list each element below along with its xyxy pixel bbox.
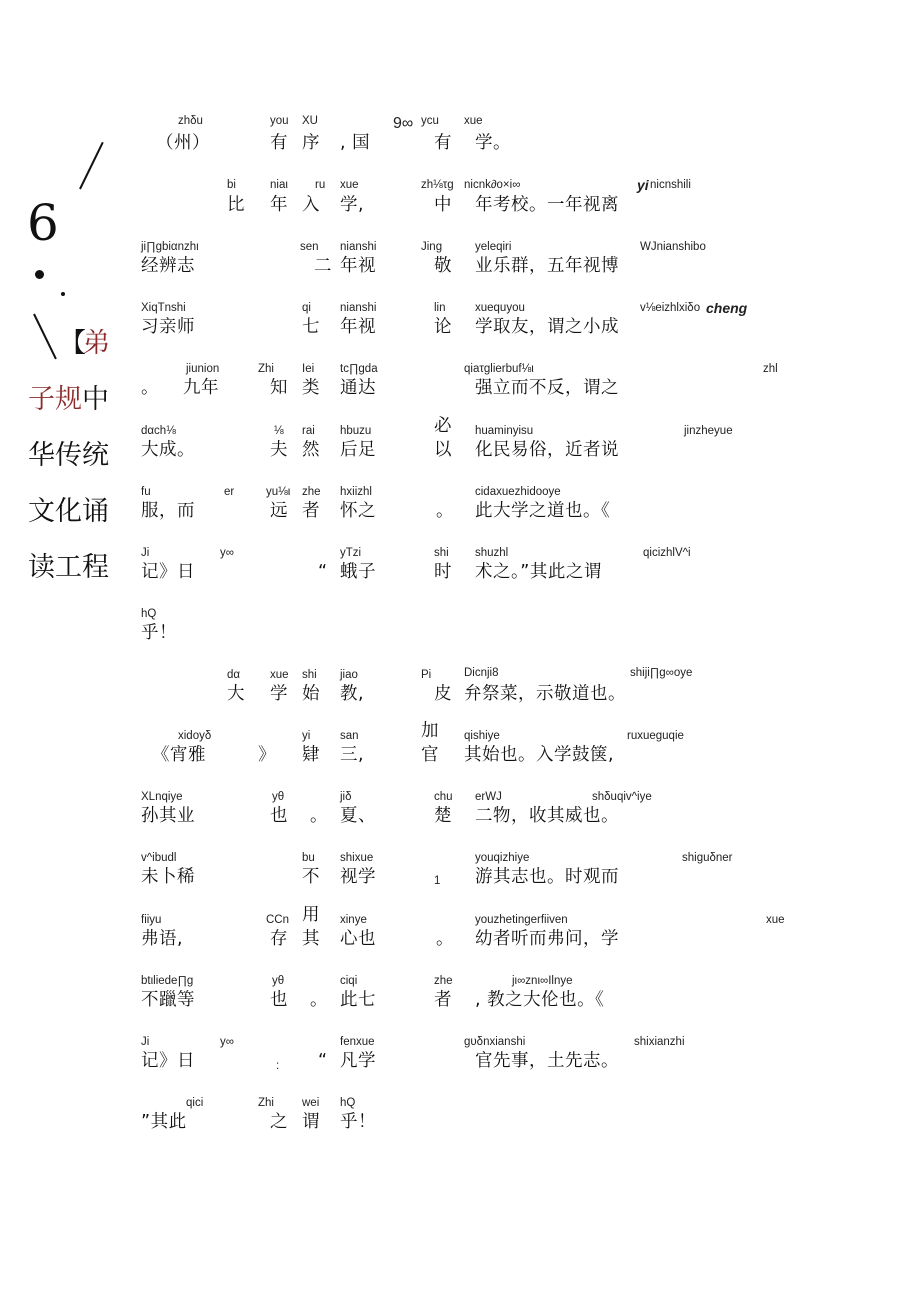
hanzi: 大成。 <box>141 440 195 460</box>
pinyin: youqizhiye <box>475 852 530 864</box>
hanzi: 学。 <box>475 133 511 153</box>
pinyin: yi <box>302 730 311 742</box>
hanzi: 不 <box>302 867 320 887</box>
hanzi: 楚 <box>434 806 452 826</box>
pinyin: qiaτglierbuf⅛ι <box>464 363 534 375</box>
hanzi: 其始也。入学鼓箧, <box>464 745 615 765</box>
hanzi: 年考校。一年视离 <box>475 195 619 215</box>
pinyin: hQ <box>141 608 157 620</box>
pinyin: shiji∏g∞oye <box>630 667 693 679</box>
pinyin: zhδu <box>178 115 203 127</box>
pinyin: fu <box>141 486 151 498</box>
pinyin: xidoyδ <box>178 730 212 742</box>
pinyin: dα <box>227 669 241 681</box>
hanzi: 者 <box>434 990 452 1010</box>
pinyin: y∞ <box>220 547 234 559</box>
pinyin: fiiyu <box>141 914 162 926</box>
pinyin: nianshi <box>340 241 377 253</box>
pinyin: shδuqiv^iye <box>592 791 652 803</box>
hanzi: 敬 <box>434 256 452 276</box>
sidebar-title-line-5: 读工程 <box>28 552 109 583</box>
hanzi: 不躐等 <box>141 990 195 1010</box>
hanzi: 。 <box>141 378 159 398</box>
hanzi: 年 <box>270 195 288 215</box>
pinyin: huaminyisu <box>475 425 534 437</box>
hanzi: 记》日 <box>141 562 195 582</box>
pinyin: btιliede∏g <box>141 975 194 987</box>
hanzi: 官先事，土先志。 <box>475 1051 619 1071</box>
pinyin: san <box>340 730 359 742</box>
hanzi: 教, <box>340 684 365 704</box>
decorative-backslash-stroke <box>33 314 57 360</box>
hanzi: “ <box>318 1051 328 1071</box>
pinyin: XiqTnshi <box>141 302 186 314</box>
hanzi: 用 <box>302 905 320 925</box>
hanzi: 后足 <box>340 440 376 460</box>
hanzi: 》 <box>258 745 276 765</box>
hanzi: 。 <box>436 929 454 949</box>
pinyin: gυδnxianshi <box>464 1036 526 1048</box>
hanzi: 此大学之道也。《 <box>475 501 611 521</box>
hanzi: 蛾子 <box>340 562 376 582</box>
pinyin: tc∏gda <box>340 363 378 375</box>
pinyin: ⅛ <box>274 425 284 437</box>
hanzi: 习亲师 <box>141 317 195 337</box>
pinyin: ciqi <box>340 975 358 987</box>
hanzi: 三, <box>340 745 365 765</box>
pinyin: wei <box>302 1097 320 1109</box>
pinyin: shuzhl <box>475 547 509 559</box>
hanzi: 未卜稀 <box>141 867 195 887</box>
pinyin: shiguδner <box>682 852 733 864</box>
pinyin: yi <box>637 177 649 193</box>
pinyin: youzhetingerfiiven <box>475 914 568 926</box>
pinyin: rai <box>302 425 315 437</box>
hanzi: 以 <box>434 440 452 460</box>
hanzi: “ <box>318 562 328 582</box>
hanzi: 弁祭菜，示敬道也。 <box>464 684 626 704</box>
pinyin: yu⅛ι <box>266 486 291 498</box>
hanzi: 大 <box>227 684 245 704</box>
sidebar-title-black-1: 中 <box>82 384 109 415</box>
hanzi: 夏、 <box>340 806 376 826</box>
hanzi: 官 <box>421 745 439 765</box>
hanzi: 此七 <box>340 990 376 1010</box>
hanzi: 学 <box>270 684 288 704</box>
hanzi: 加 <box>421 721 439 741</box>
sidebar-title-line-4: 文化诵 <box>28 496 109 527</box>
pinyin: Dicnji8 <box>464 667 499 679</box>
pinyin: zhl <box>763 363 778 375</box>
pinyin: zhe <box>302 486 321 498</box>
hanzi: 业乐群，五年视博 <box>475 256 619 276</box>
pinyin: jiunion <box>186 363 220 375</box>
pinyin: qishiye <box>464 730 500 742</box>
sidebar-bracket: 【 <box>59 328 86 359</box>
hanzi: 怀之 <box>340 501 376 521</box>
hanzi: 时 <box>434 562 452 582</box>
hanzi: 存 <box>270 929 288 949</box>
pinyin: xue <box>464 115 483 127</box>
pinyin: xinye <box>340 914 367 926</box>
hanzi: : <box>276 1060 280 1072</box>
pinyin: hxiizhl <box>340 486 372 498</box>
hanzi: 学取友，谓之小成 <box>475 317 619 337</box>
hanzi: 乎！ <box>340 1112 376 1132</box>
pinyin: qici <box>186 1097 204 1109</box>
pinyin: erWJ <box>475 791 502 803</box>
pinyin: 9∞ <box>393 115 414 132</box>
pinyin: jiao <box>340 669 358 681</box>
hanzi: 肄 <box>302 745 320 765</box>
sidebar-title-col <box>28 386 109 413</box>
hanzi: 论 <box>434 317 452 337</box>
pinyin: er <box>224 486 235 498</box>
pinyin: ruxueguqie <box>627 730 684 742</box>
pinyin: ru <box>315 179 326 191</box>
pinyin: ycu <box>421 115 439 127</box>
pinyin: fenxue <box>340 1036 375 1048</box>
pinyin: Ji <box>141 1036 150 1048</box>
pinyin: WJnianshibo <box>640 241 706 253</box>
pinyin: bi <box>227 179 236 191</box>
hanzi: 必 <box>434 416 452 436</box>
pinyin: jinzheyue <box>684 425 733 437</box>
hanzi: 也 <box>270 990 288 1010</box>
hanzi: 知 <box>270 378 288 398</box>
hanzi: ”其此 <box>141 1112 187 1132</box>
pinyin: y∞ <box>220 1036 234 1048</box>
hanzi: 然 <box>302 440 320 460</box>
hanzi: （州） <box>156 133 210 153</box>
hanzi: 夫 <box>270 440 288 460</box>
pinyin: xuequyou <box>475 302 525 314</box>
hanzi: 七 <box>302 317 320 337</box>
hanzi: 孙其业 <box>141 806 195 826</box>
hanzi: 中 <box>434 195 452 215</box>
pinyin: Zhi <box>258 1097 274 1109</box>
hanzi: 有 <box>434 133 452 153</box>
hanzi: 游其志也。时观而 <box>475 867 619 887</box>
hanzi: 年视 <box>340 256 376 276</box>
pinyin: yTzi <box>340 547 362 559</box>
pinyin: shixue <box>340 852 374 864</box>
hanzi: 乎！ <box>141 623 177 643</box>
hanzi: 服，而 <box>141 501 195 521</box>
pinyin: niaι <box>270 179 288 191</box>
pinyin: nicnshili <box>650 179 691 191</box>
pinyin: zhe <box>434 975 453 987</box>
pinyin: sen <box>300 241 319 253</box>
pinyin: qi <box>302 302 311 314</box>
hanzi: 有 <box>270 133 288 153</box>
pinyin: you <box>270 115 289 127</box>
pinyin: yeleqiri <box>475 241 512 253</box>
hanzi: 。 <box>310 806 328 826</box>
hanzi: 1 <box>434 875 441 887</box>
hanzi: 其 <box>302 929 320 949</box>
hanzi: 术之。”其此之谓 <box>475 562 602 582</box>
pinyin: yθ <box>272 791 285 803</box>
pinyin: Jing <box>421 241 443 253</box>
hanzi: 者 <box>302 501 320 521</box>
pinyin: shixianzhi <box>634 1036 685 1048</box>
pinyin: cidaxuezhidooye <box>475 486 561 498</box>
pinyin: yθ <box>272 975 285 987</box>
pinyin: Ji <box>141 547 150 559</box>
pinyin: hQ <box>340 1097 356 1109</box>
hanzi: 九年 <box>183 378 219 398</box>
hanzi: 视学 <box>340 867 376 887</box>
hanzi: 皮 <box>434 684 452 704</box>
hanzi: 化民易俗，近者说 <box>475 440 619 460</box>
hanzi: , 国 <box>340 133 371 153</box>
sidebar-title-red-2: 子规 <box>28 384 82 415</box>
pinyin: cheng <box>706 300 748 316</box>
hanzi: 比 <box>227 195 245 215</box>
hanzi: , 教之大伦也。《 <box>475 990 605 1010</box>
pinyin: nicnk∂o×i∞ <box>464 179 521 191</box>
sidebar-small-dot <box>61 292 65 296</box>
hanzi: 。 <box>436 501 454 521</box>
hanzi: 序 <box>302 133 320 153</box>
hanzi: 《宵雅 <box>152 745 206 765</box>
hanzi: 记》日 <box>141 1051 195 1071</box>
hanzi: 远 <box>270 501 288 521</box>
pinyin: v^ibudl <box>141 852 177 864</box>
hanzi: 强立而不反，谓之 <box>475 378 619 398</box>
pinyin: CCn <box>266 914 290 926</box>
hanzi: 之 <box>270 1112 288 1132</box>
pinyin: hbuzu <box>340 425 372 437</box>
pinyin: XU <box>302 115 318 127</box>
pinyin: Zhi <box>258 363 274 375</box>
pinyin: xue <box>766 914 785 926</box>
hanzi: 二 <box>314 256 332 276</box>
hanzi: 二物，收其威也。 <box>475 806 619 826</box>
pinyin: Iei <box>302 363 315 375</box>
decorative-slash-stroke <box>79 142 104 190</box>
hanzi: 通达 <box>340 378 376 398</box>
hanzi: 学, <box>340 195 365 215</box>
hanzi: 也 <box>270 806 288 826</box>
pinyin: xue <box>340 179 359 191</box>
sidebar-dot <box>35 270 44 279</box>
pinyin: lin <box>434 302 446 314</box>
pinyin: ji∏gbiαnzhι <box>141 241 199 253</box>
hanzi: 始 <box>302 684 320 704</box>
pinyin: v⅛eizhlxiδo <box>640 302 701 314</box>
pinyin: jι∞znι∞Ilnye <box>512 975 573 987</box>
pinyin: nianshi <box>340 302 377 314</box>
hanzi: 谓 <box>302 1112 320 1132</box>
hanzi: 弗语, <box>141 929 184 949</box>
pinyin: shi <box>302 669 317 681</box>
pinyin: chu <box>434 791 453 803</box>
hanzi: 类 <box>302 378 320 398</box>
pinyin: qicizhlV^i <box>643 547 691 559</box>
hanzi: 。 <box>310 990 328 1010</box>
pinyin: Pi <box>421 669 432 681</box>
hanzi: 年视 <box>340 317 376 337</box>
pinyin: zh⅛τg <box>421 179 454 191</box>
sidebar-title-red-1: 弟 <box>83 328 110 359</box>
sidebar-numeral: 6 <box>27 194 59 252</box>
hanzi: 经辨志 <box>141 256 195 276</box>
pinyin: XLnqiye <box>141 791 183 803</box>
hanzi: 心也 <box>340 929 376 949</box>
pinyin: dαch⅛ <box>141 425 176 437</box>
hanzi: 幼者听而弗问，学 <box>475 929 619 949</box>
hanzi: 入 <box>302 195 320 215</box>
pinyin: shi <box>434 547 449 559</box>
pinyin: xue <box>270 669 289 681</box>
pinyin: jiδ <box>340 791 352 803</box>
sidebar-title-line-3: 华传统 <box>28 440 109 471</box>
pinyin: bu <box>302 852 315 864</box>
hanzi: 凡学 <box>340 1051 376 1071</box>
